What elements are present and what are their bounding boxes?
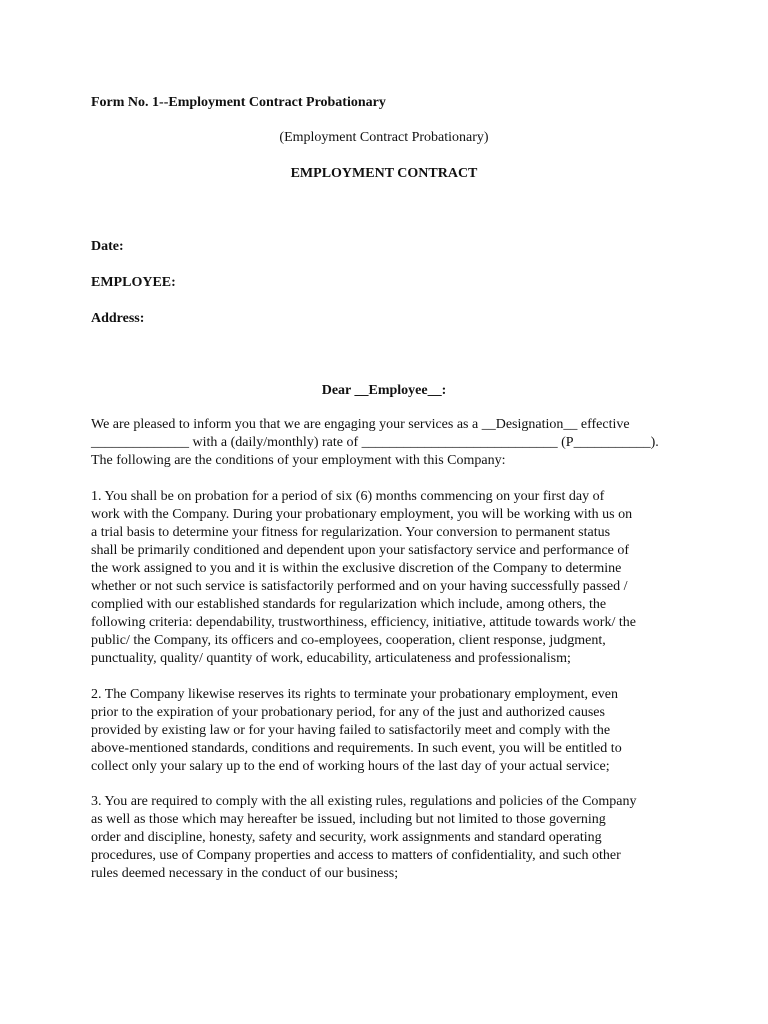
clause-2-line: collect only your salary up to the end of working hours of the last day of your actual service; xyxy=(91,759,610,774)
clause-1-line: complied with our established standards for regularization which include, among others, the xyxy=(91,597,607,612)
intro-line: ______________ with a (daily/monthly) rate of ____________________________ (P___________). xyxy=(91,435,659,450)
clause-2-line: prior to the expiration of your probationary period, for any of the just and authorized causes xyxy=(91,705,605,720)
clause-1-line: a trial basis to determine your fitness for regularization. Your conversion to permanent status xyxy=(91,525,611,540)
clause-2-line: provided by existing law or for your having failed to satisfactorily meet and comply with the xyxy=(91,723,611,738)
intro-paragraph xyxy=(91,416,681,470)
clause-3-line: as well as those which may hereafter be issued, including but not limited to those governing xyxy=(91,812,606,827)
clause-1-line: shall be primarily conditioned and dependent upon your satisfactory service and performance of xyxy=(91,543,630,558)
form-title: Form No. 1--Employment Contract Probationary xyxy=(91,95,386,110)
clause-1-line: whether or not such service is satisfactorily performed and on your having successfully passed / xyxy=(91,579,628,594)
clause-1-line: punctuality, quality/ quantity of work, educability, articulateness and professionalism; xyxy=(91,651,571,666)
clause-2-paragraph xyxy=(91,686,681,776)
intro-line: We are pleased to inform you that we are engaging your services as a __Designation__ effective xyxy=(91,417,630,432)
clause-2-line: 2. The Company likewise reserves its rights to terminate your probationary employment, even xyxy=(91,687,618,702)
address-field-label: Address: xyxy=(91,311,145,326)
salutation: Dear __Employee__: xyxy=(321,383,447,398)
clause-3-line: order and discipline, honesty, safety and security, work assignments and standard operating xyxy=(91,830,602,845)
clause-1-line: 1. You shall be on probation for a period of six (6) months commencing on your first day of xyxy=(91,489,605,504)
intro-line: The following are the conditions of your employment with this Company: xyxy=(91,453,506,468)
clause-1-line: work with the Company. During your probationary employment, you will be working with us on xyxy=(91,507,633,522)
clause-3-line: rules deemed necessary in the conduct of our business; xyxy=(91,866,399,881)
clause-1-line: the work assigned to you and it is within the exclusive discretion of the Company to determine xyxy=(91,561,622,576)
clause-1-paragraph xyxy=(91,488,681,668)
clause-1-line: following criteria: dependability, trustworthiness, efficiency, initiative, attitude towards work/ the xyxy=(91,615,636,630)
clause-2-line: above-mentioned standards, conditions and requirements. In such event, you will be entitled to xyxy=(91,741,622,756)
clause-1-line: public/ the Company, its officers and co-employees, cooperation, client response, judgment, xyxy=(91,633,606,648)
document-subtitle: (Employment Contract Probationary) xyxy=(279,130,489,145)
clause-3-line: procedures, use of Company properties and access to matters of confidentiality, and such other xyxy=(91,848,621,863)
clause-3-line: 3. You are required to comply with the all existing rules, regulations and policies of the Company xyxy=(91,794,637,809)
contract-heading: EMPLOYMENT CONTRACT xyxy=(290,166,478,181)
clause-3-paragraph xyxy=(91,793,681,883)
date-field-label: Date: xyxy=(91,239,124,254)
employee-field-label: EMPLOYEE: xyxy=(91,275,176,290)
